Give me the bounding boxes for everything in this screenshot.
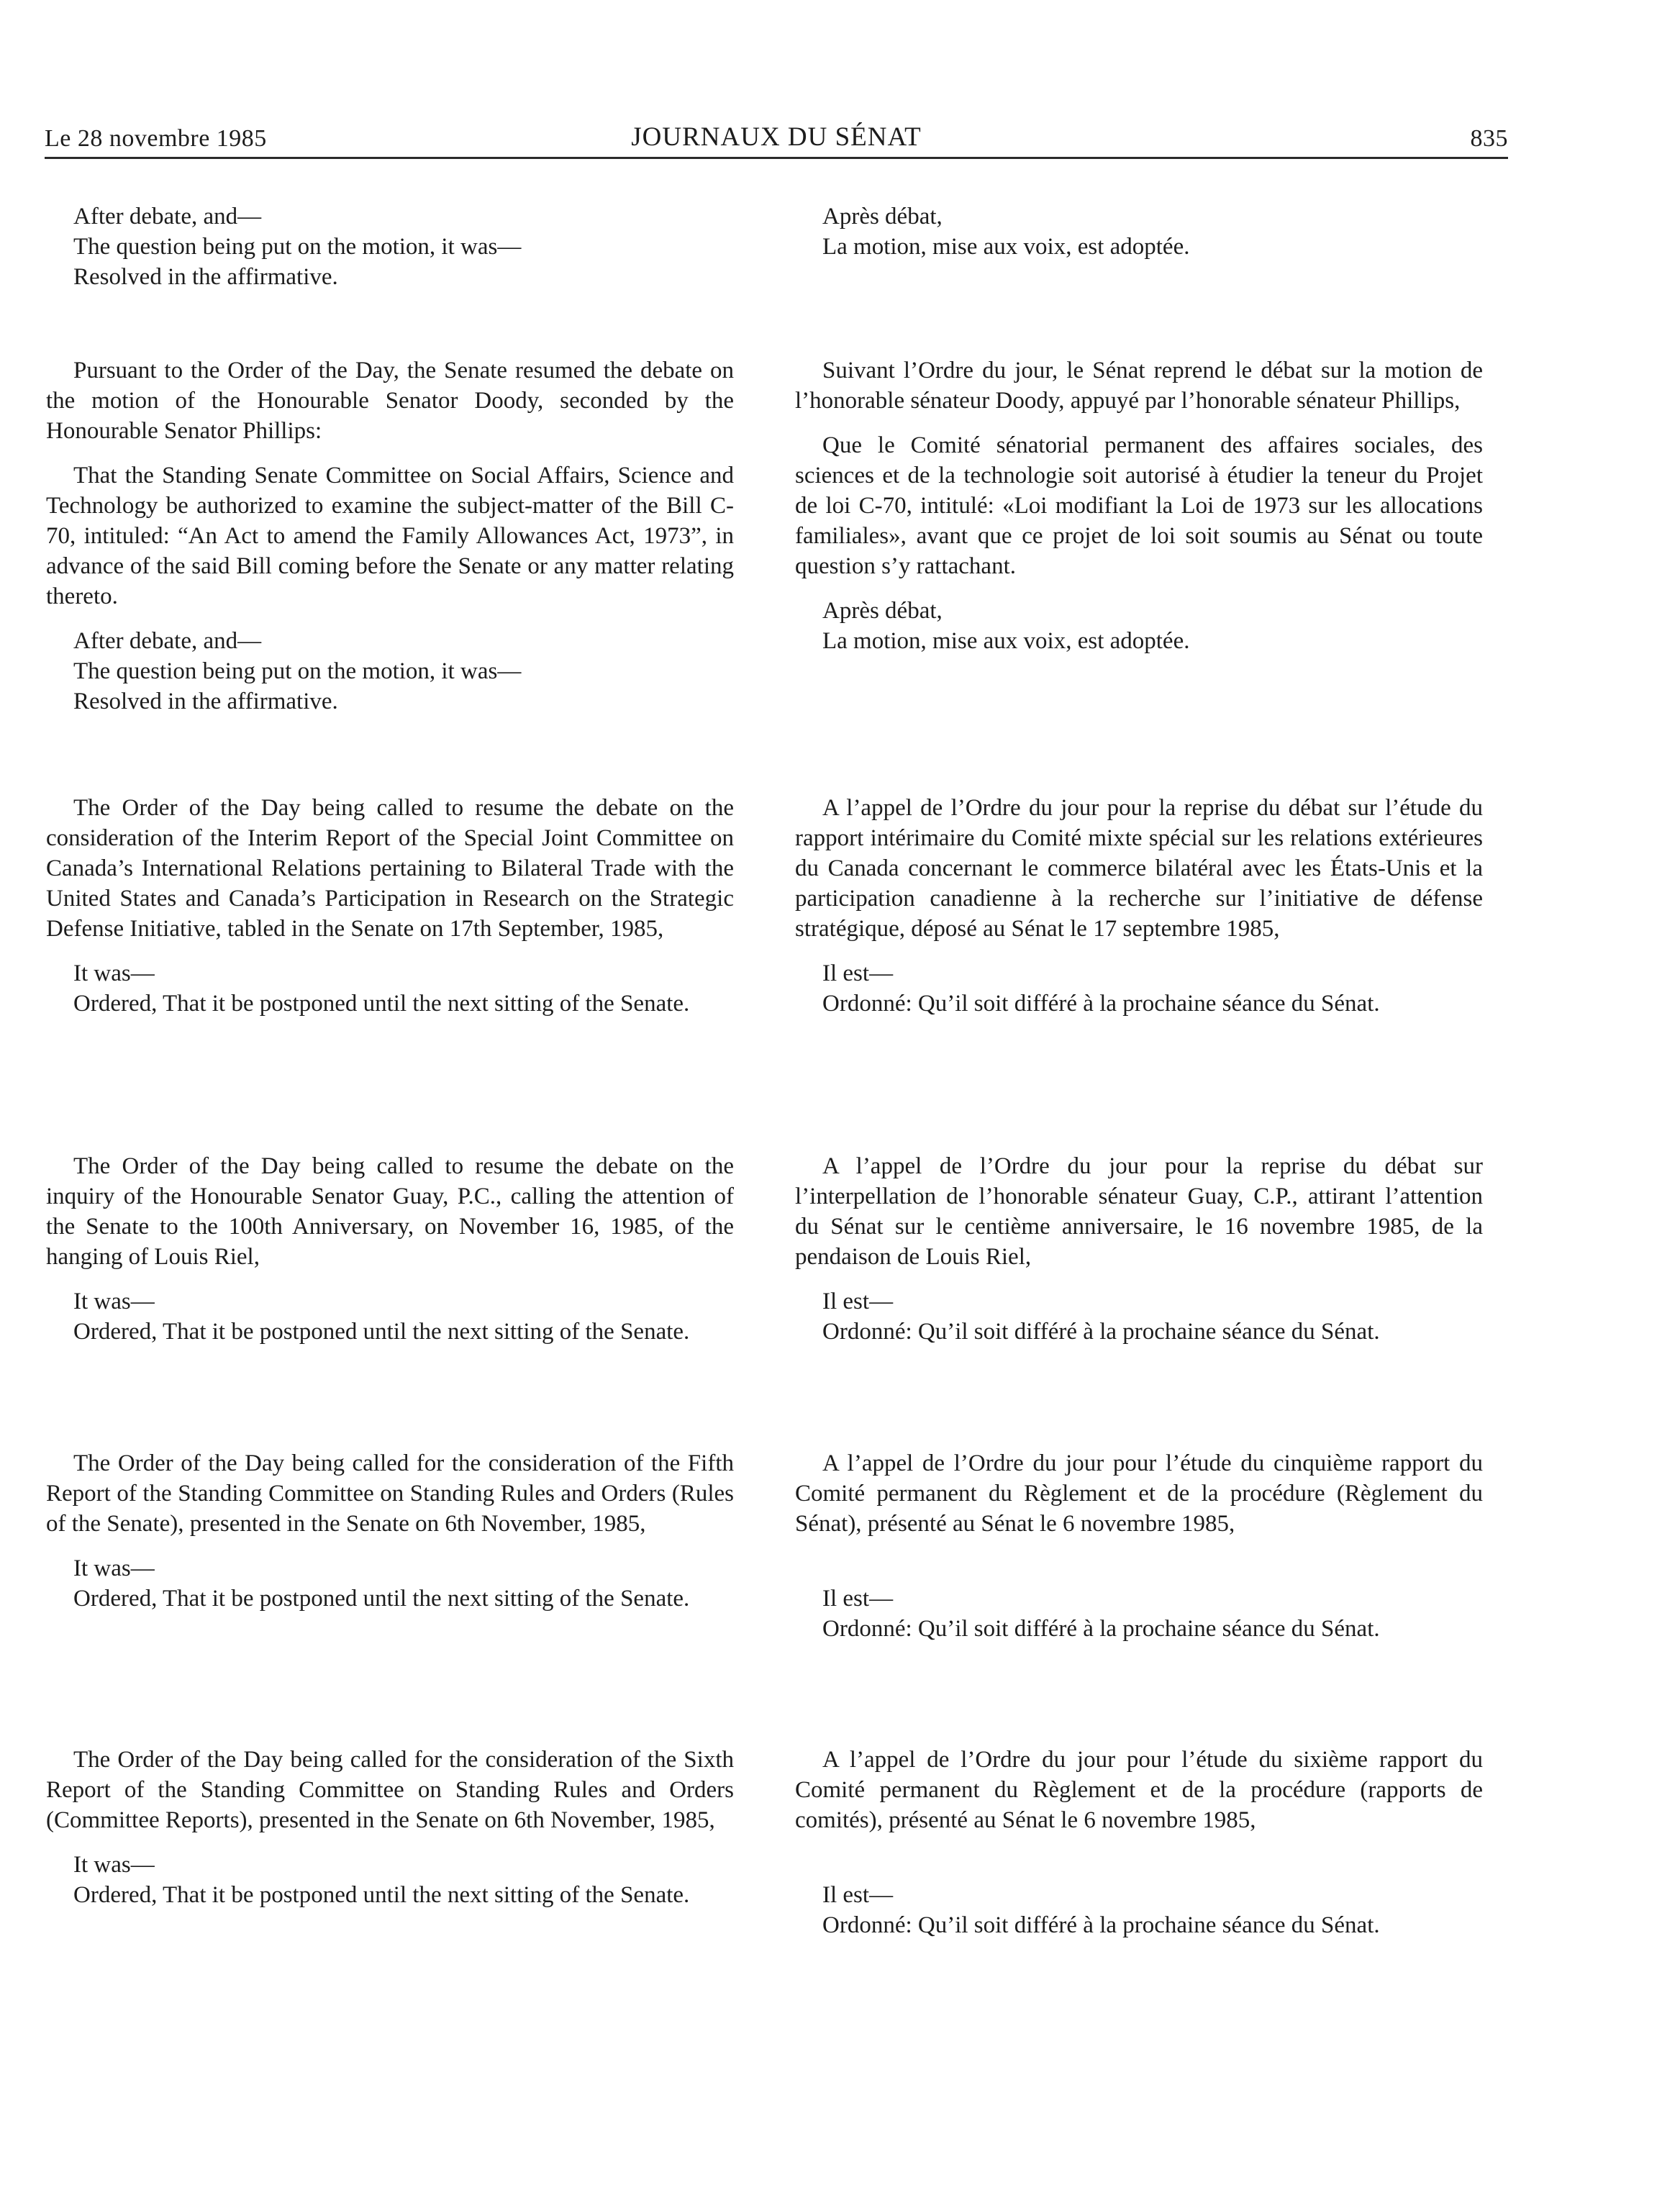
en-after-debate: After debate, and—	[73, 628, 262, 654]
fr-il-est: Il est—	[822, 1882, 894, 1908]
page-header	[45, 121, 1508, 159]
en-order-of-day: The Order of the Day being called to resume the debate on the inquiry of the Honourable Senator Guay, P.C., calling the attention of the Senate to the 100th Anniversary, on November 16, 1985, of the hanging of Louis Riel,	[46, 1153, 734, 1270]
fr-section-1	[795, 201, 1483, 262]
fr-section-4	[795, 1151, 1483, 1347]
header-date: Le 28 novembre 1985	[45, 125, 267, 152]
en-order-of-day: The Order of the Day being called to resume the debate on the consideration of the Interim Report of the Special Joint Committee on Canada’s International Relations pertaining to Bilateral Trade with the United States and Canada’s Participation in Research on the Strategic Defense Initiative, tabled in the Senate on 17th September, 1985,	[46, 795, 734, 942]
en-ordered: Ordered, That it be postponed until the next sitting of the Senate.	[73, 1319, 690, 1345]
en-resolved: Resolved in the affirmative.	[73, 264, 338, 290]
en-section-1	[46, 201, 734, 292]
fr-il-est: Il est—	[822, 960, 894, 986]
en-ordered: Ordered, That it be postponed until the next sitting of the Senate.	[73, 1882, 690, 1908]
fr-section-6	[795, 1745, 1483, 1940]
fr-appel-ordre: A l’appel de l’Ordre du jour pour l’étude du sixième rapport du Comité permanent du Règlement et de la procédure (rapports de comités), présenté au Sénat le 6 novembre 1985,	[795, 1747, 1483, 1833]
fr-il-est: Il est—	[822, 1586, 894, 1612]
en-ordered: Ordered, That it be postponed until the next sitting of the Senate.	[73, 1586, 690, 1612]
fr-apres-debat: Après débat,	[822, 204, 943, 230]
fr-ordonne: Ordonné: Qu’il soit différé à la prochaine séance du Sénat.	[822, 1912, 1380, 1938]
fr-ordonne: Ordonné: Qu’il soit différé à la prochaine séance du Sénat.	[822, 991, 1380, 1017]
fr-ordonne: Ordonné: Qu’il soit différé à la prochaine séance du Sénat.	[822, 1319, 1380, 1345]
en-question-put: The question being put on the motion, it was—	[73, 658, 522, 684]
fr-il-est: Il est—	[822, 1289, 894, 1314]
fr-apres-debat: Après débat,	[822, 598, 943, 624]
en-section-2	[46, 355, 734, 717]
fr-appel-ordre: A l’appel de l’Ordre du jour pour l’étude du cinquième rapport du Comité permanent du Règlement et de la procédure (Règlement du Sénat), présenté au Sénat le 6 novembre 1985,	[795, 1450, 1483, 1537]
en-motion-text: That the Standing Senate Committee on Social Affairs, Science and Technology be authorized to examine the subject-matter of the Bill C-70, intituled: “An Act to amend the Family Allowances Act, 1973”, in advance of the said Bill coming before the Senate or any matter relating thereto.	[46, 463, 734, 609]
en-it-was: It was—	[73, 1852, 155, 1878]
en-section-6	[46, 1745, 734, 1910]
fr-appel-ordre: A l’appel de l’Ordre du jour pour la reprise du débat sur l’étude du rapport intérimaire du Comité mixte spécial sur les relations extérieures du Canada concernant le commerce bilatéral avec les États-Unis et la participation canadienne à la recherche sur l’initiative de défense stratégique, déposé au Sénat le 17 septembre 1985,	[795, 795, 1483, 942]
en-ordered: Ordered, That it be postponed until the next sitting of the Senate.	[73, 991, 690, 1017]
fr-ordonne: Ordonné: Qu’il soit différé à la prochaine séance du Sénat.	[822, 1616, 1380, 1642]
en-order-of-day: The Order of the Day being called for the consideration of the Fifth Report of the Standing Committee on Standing Rules and Orders (Rules of the Senate), presented in the Senate on 6th November, 1985,	[46, 1450, 734, 1537]
en-resolved: Resolved in the affirmative.	[73, 689, 338, 714]
en-order-of-day: The Order of the Day being called for the consideration of the Sixth Report of the Standing Committee on Standing Rules and Orders (Committee Reports), presented in the Senate on 6th November, 1985,	[46, 1747, 734, 1833]
fr-section-5	[795, 1448, 1483, 1644]
fr-reprise-debat: Suivant l’Ordre du jour, le Sénat reprend le débat sur la motion de l’honorable sénateur Doody, appuyé par l’honorable sénateur Phillips,	[795, 358, 1483, 414]
en-section-5	[46, 1448, 734, 1614]
en-section-3	[46, 793, 734, 1019]
en-section-4	[46, 1151, 734, 1347]
en-question-put: The question being put on the motion, it was—	[73, 234, 522, 260]
en-it-was: It was—	[73, 960, 155, 986]
page-number: 835	[1470, 125, 1508, 152]
en-after-debate: After debate, and—	[73, 204, 262, 230]
en-resumed-debate: Pursuant to the Order of the Day, the Senate resumed the debate on the motion of the Honourable Senator Doody, seconded by the Honourable Senator Phillips:	[46, 358, 734, 444]
fr-section-3	[795, 793, 1483, 1019]
fr-motion-adoptee: La motion, mise aux voix, est adoptée.	[822, 628, 1190, 654]
en-it-was: It was—	[73, 1289, 155, 1314]
en-it-was: It was—	[73, 1555, 155, 1581]
fr-texte-motion: Que le Comité sénatorial permanent des affaires sociales, des sciences et de la technologie soit autorisé à étudier la teneur du Projet de loi C-70, intitulé: «Loi modifiant la Loi de 1973 sur les allocations familiales», avant que ce projet de loi soit soumis au Sénat ou toute question s’y rattachant.	[795, 432, 1483, 579]
fr-motion-adoptee: La motion, mise aux voix, est adoptée.	[822, 234, 1190, 260]
fr-appel-ordre: A l’appel de l’Ordre du jour pour la reprise du débat sur l’interpellation de l’honorable sénateur Guay, C.P., attirant l’attention du Sénat sur le centième anniversaire, le 16 novembre 1985, de la pendaison de Louis Riel,	[795, 1153, 1483, 1270]
fr-section-2	[795, 355, 1483, 656]
journal-title: JOURNAUX DU SÉNAT	[631, 122, 922, 152]
